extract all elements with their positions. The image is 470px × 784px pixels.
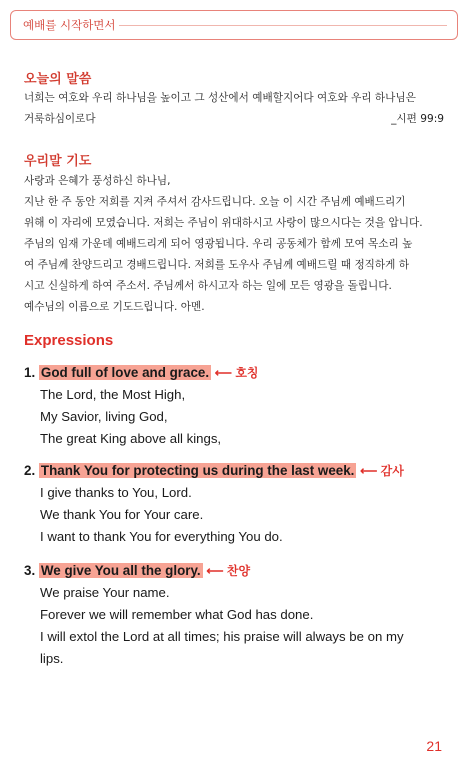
word-of-today-line-1: 너희는 여호와 우리 하나님을 높이고 그 성산에서 예배할지어다 여호와 우리 하나님은 xyxy=(24,92,416,104)
divider xyxy=(119,25,447,26)
prayer-line: 여 주님께 찬양드리고 경배드립니다. 저희를 도우사 주님께 예배드릴 때 정직하게 하 xyxy=(24,259,409,271)
prayer-line: 위해 이 자리에 모였습니다. 저희는 주님이 위대하시고 사랑이 많으시다는 것을 압니다. xyxy=(24,217,423,229)
prayer-line: 주님의 임재 가운데 예배드리게 되어 영광됩니다. 우리 공동체가 함께 모여 목소리 높 xyxy=(24,238,413,250)
prayer-title: 우리말 기도 xyxy=(24,154,92,169)
scripture-reference: _시편 99:9 xyxy=(391,113,444,125)
expression-tag: ⟵ 감사 xyxy=(360,464,404,478)
expression-line: Forever we will remember what God has done. xyxy=(40,607,314,622)
prayer-line: 사랑과 은혜가 풍성하신 하나님, xyxy=(24,175,171,187)
expression-line: We thank You for Your care. xyxy=(40,507,204,522)
expression-number: 1. xyxy=(24,365,36,380)
expression-item xyxy=(24,560,444,670)
expression-heading-text: We give You all the glory. xyxy=(40,563,201,578)
expression-tag: ⟵ 찬양 xyxy=(206,564,251,578)
expression-heading xyxy=(24,560,444,582)
expression-line: We praise Your name. xyxy=(40,585,170,600)
word-of-today-line-2 xyxy=(24,109,444,131)
section-tab-label: 예배를 시작하면서 xyxy=(23,18,116,32)
expression-tag: ⟵ 호칭 xyxy=(214,366,259,380)
expressions-title: Expressions xyxy=(24,332,114,349)
expression-heading-text: Thank You for protecting us during the last week. xyxy=(40,463,355,478)
expression-number: 3. xyxy=(24,563,36,578)
expression-line: My Savior, living God, xyxy=(40,409,168,424)
expression-item xyxy=(24,460,444,548)
expression-line: lips. xyxy=(40,651,64,666)
word-of-today-title: 오늘의 말씀 xyxy=(24,72,92,87)
expression-heading xyxy=(24,362,444,384)
expression-number: 2. xyxy=(24,463,36,478)
expression-line: The great King above all kings, xyxy=(40,431,222,446)
section-tab xyxy=(10,10,458,40)
expression-heading xyxy=(24,460,444,482)
expression-line: I give thanks to You, Lord. xyxy=(40,485,192,500)
prayer-line: 지난 한 주 동안 저희를 지켜 주셔서 감사드립니다. 오늘 이 시간 주님께 예배드리기 xyxy=(24,196,406,208)
page-number: 21 xyxy=(426,738,442,754)
word-of-today-line-2-text: 거룩하심이로다 xyxy=(24,113,96,125)
prayer-line: 예수님의 이름으로 기도드립니다. 아멘. xyxy=(24,301,205,313)
expression-line: The Lord, the Most High, xyxy=(40,387,186,402)
expression-heading-text: God full of love and grace. xyxy=(40,365,210,380)
expression-item xyxy=(24,362,444,450)
expression-line: I want to thank You for everything You do. xyxy=(40,529,283,544)
expression-line: I will extol the Lord at all times; his praise will always be on my xyxy=(40,629,404,644)
prayer-line: 시고 신실하게 하여 주소서. 주님께서 하시고자 하는 일에 모든 영광을 돌립니다. xyxy=(24,280,392,292)
